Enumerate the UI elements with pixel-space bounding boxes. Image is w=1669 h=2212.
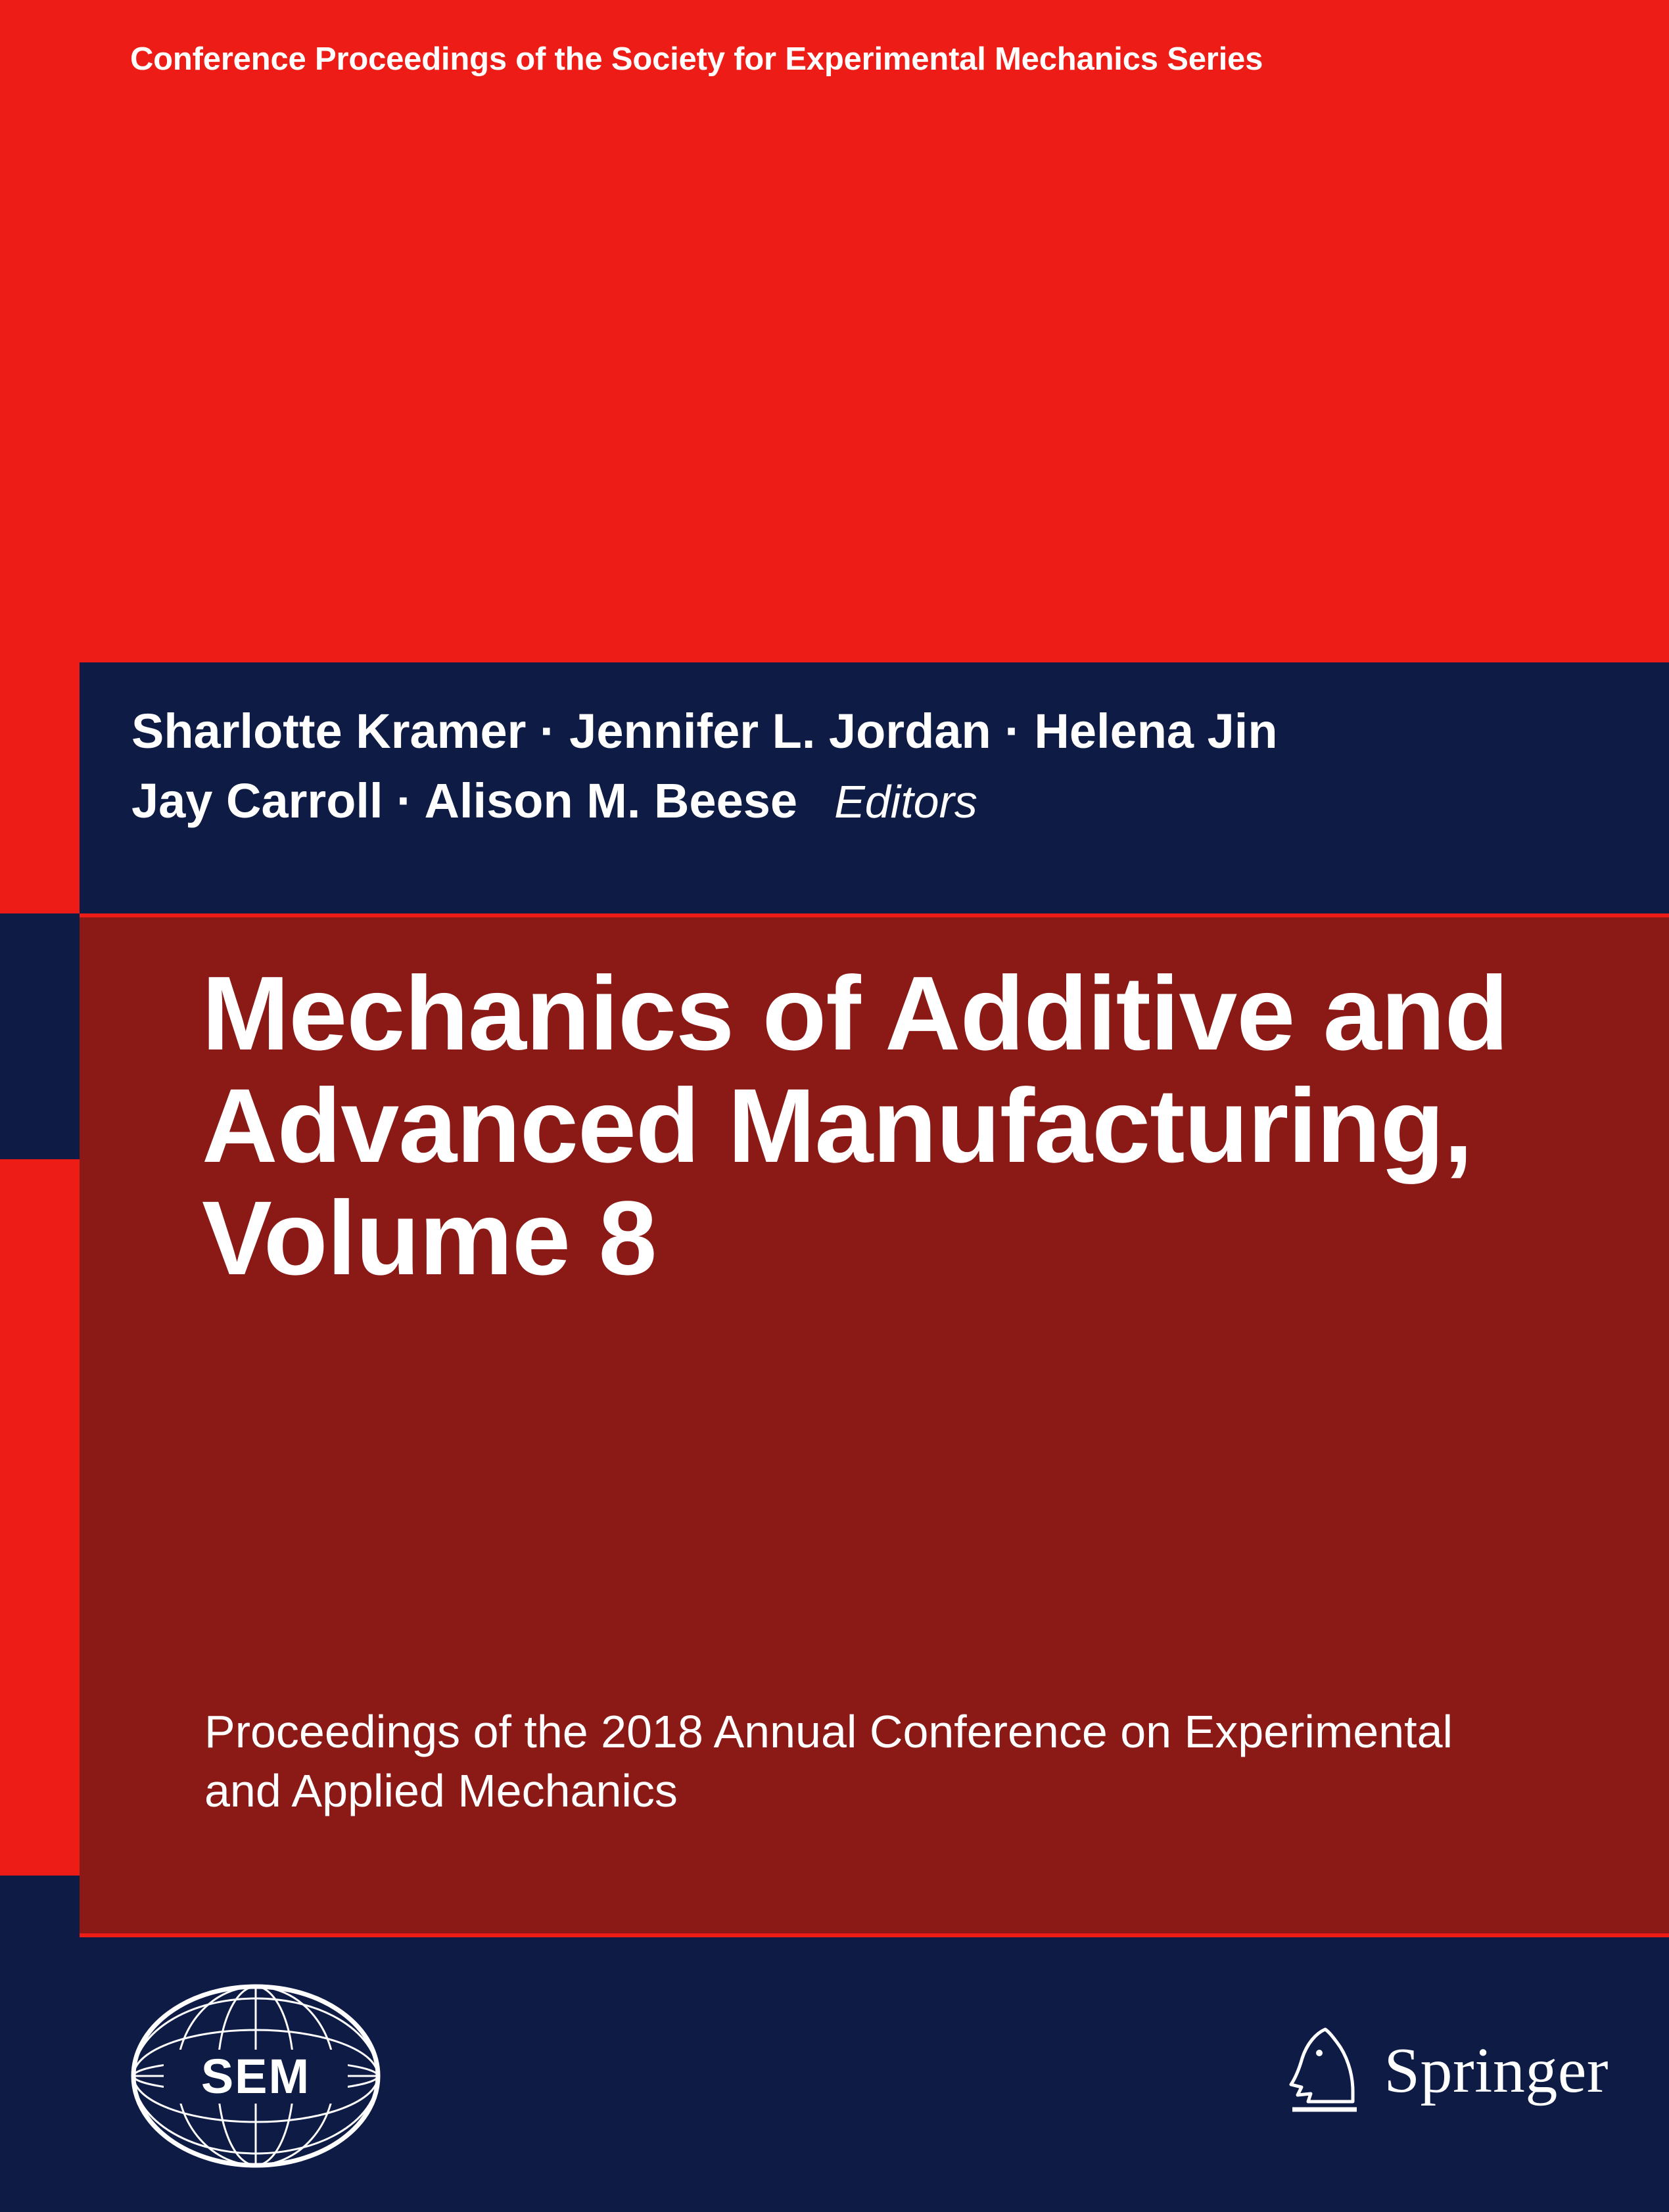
left-navy-block-upper <box>0 913 80 1159</box>
editors-role-label: Editors <box>834 776 977 827</box>
series-bar <box>0 0 1669 125</box>
page-title: Mechanics of Additive and Advanced Manufacturing, Volume 8 <box>202 954 1509 1297</box>
left-red-block-lower <box>0 1159 80 1876</box>
editors-line-2-wrapper <box>131 773 977 829</box>
springer-logo <box>1282 2021 1609 2120</box>
sem-logo <box>128 1981 384 2171</box>
title-panel <box>80 917 1669 1933</box>
cover-red-field <box>0 125 1669 662</box>
cover-subtitle: Proceedings of the 2018 Annual Conference on Experimental and Applied Mechanics <box>204 1706 1453 1816</box>
bottom-logo-band <box>80 1937 1669 2212</box>
editors-band <box>80 662 1669 913</box>
left-navy-block-lower <box>0 1876 80 2212</box>
springer-knight-icon <box>1282 2021 1367 2120</box>
editors-line-2: Jay Carroll · Alison M. Beese <box>131 773 798 828</box>
sem-abbreviation: SEM <box>200 2048 311 2104</box>
editors-line-1: Sharlotte Kramer · Jennifer L. Jordan · Helena Jin <box>131 704 1278 758</box>
springer-wordmark: Springer <box>1384 2035 1609 2106</box>
series-title: Conference Proceedings of the Society for Experimental Mechanics Series <box>130 41 1263 77</box>
